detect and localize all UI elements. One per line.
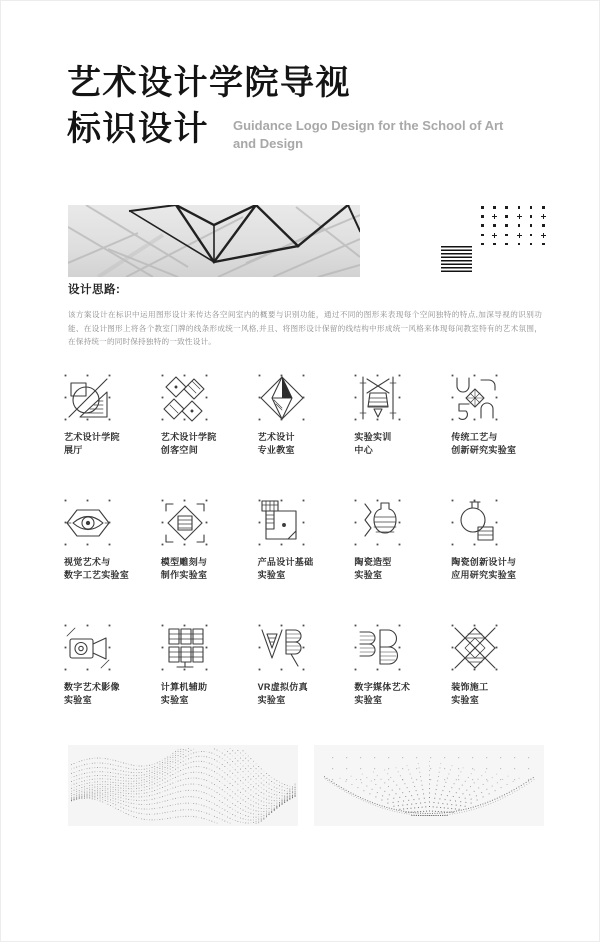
training-center-icon <box>354 374 402 422</box>
visual-arts-icon <box>64 499 112 547</box>
logo-cell <box>254 495 351 620</box>
ceramic-research-icon <box>451 499 499 547</box>
logo-label <box>161 556 254 581</box>
logo-cell <box>60 620 157 745</box>
logo-label-line1: 艺术设计学院 <box>160 432 217 442</box>
logo-label-line2: 实验室 <box>257 569 286 580</box>
vr-simulation-icon <box>258 624 306 672</box>
logo-label <box>64 431 157 456</box>
logo-cell <box>447 620 544 745</box>
square-dot <box>530 243 533 246</box>
plus-dot <box>517 214 522 219</box>
dot-grid-ornament <box>481 206 557 250</box>
logo-label <box>354 431 447 456</box>
digital-media-icon <box>354 624 402 672</box>
exhibition-hall-icon <box>64 374 112 422</box>
page-title-en: Guidance Logo Design for the School of Art and Design <box>233 118 504 151</box>
particle-bowl-image <box>314 745 544 826</box>
logo-label <box>64 681 157 706</box>
maker-space-icon <box>161 374 209 422</box>
logo-label-line2: 中心 <box>354 444 373 455</box>
square-dot <box>542 206 545 209</box>
square-dot <box>493 206 496 209</box>
square-dot <box>542 243 545 246</box>
logo-label <box>258 556 351 581</box>
line-stack-ornament <box>441 246 472 273</box>
hero-wireframe-photo <box>68 205 360 277</box>
logo-label-line1: 艺术设计学院 <box>64 432 120 442</box>
logo-label <box>354 681 447 706</box>
square-dot <box>493 243 496 246</box>
logo-label-line2: 实验室 <box>257 694 286 705</box>
logo-label-line1: 产品设计基础 <box>257 557 314 567</box>
logo-label-line1: 数字艺术影像 <box>64 682 120 692</box>
logo-label-line1: 传统工艺与 <box>451 432 498 442</box>
logo-label <box>451 681 544 706</box>
square-dot <box>481 206 484 209</box>
square-dot <box>505 243 508 246</box>
product-design-icon <box>258 499 306 547</box>
square-dot <box>481 224 484 227</box>
page-title-cn-line2: 标识设计 <box>67 110 209 148</box>
logo-label-line2: 制作实验室 <box>160 569 208 580</box>
logo-label-line2: 创新研究实验室 <box>451 444 517 455</box>
logo-cell <box>254 620 351 745</box>
logo-label <box>161 681 254 706</box>
craft-research-icon <box>451 374 499 422</box>
logo-label-line1: 实验实训 <box>354 432 392 442</box>
design-classroom-icon <box>258 374 306 422</box>
particle-wave-image <box>68 745 298 826</box>
particle-wave-graphic <box>68 745 298 826</box>
logo-cell <box>157 620 254 745</box>
logo-label-line2: 专业教室 <box>257 444 295 455</box>
logo-label <box>258 431 351 456</box>
logo-label-line1: 数字媒体艺术 <box>354 682 411 692</box>
square-dot <box>542 224 545 227</box>
plus-dot <box>541 233 546 238</box>
logo-grid <box>60 370 544 745</box>
steel-wireframe-structure-photo <box>68 205 360 277</box>
logo-label-line2: 实验室 <box>354 569 383 580</box>
logo-label-line2: 实验室 <box>64 694 92 705</box>
digital-imaging-icon <box>64 624 112 672</box>
computer-aided-icon <box>161 624 209 672</box>
logo-label-line2: 实验室 <box>160 694 189 705</box>
square-dot <box>481 243 484 246</box>
square-dot <box>530 215 533 218</box>
logo-cell <box>157 370 254 495</box>
logo-label-line1: 计算机辅助 <box>160 682 208 692</box>
square-dot <box>481 234 484 237</box>
logo-label <box>64 556 157 581</box>
logo-label <box>451 431 544 456</box>
logo-cell <box>60 370 157 495</box>
logo-label-line2: 创客空间 <box>160 444 198 455</box>
square-dot <box>493 224 496 227</box>
page-title-cn-line1: 艺术设计学院导视 <box>67 64 351 102</box>
logo-cell <box>350 620 447 745</box>
ceramic-modeling-icon <box>354 499 402 547</box>
square-dot <box>530 234 533 237</box>
logo-cell <box>350 495 447 620</box>
particle-bowl-graphic <box>314 745 544 826</box>
logo-label-line2: 应用研究实验室 <box>451 569 517 580</box>
decoration-construction-icon <box>451 624 499 672</box>
logo-label-line1: 陶瓷造型 <box>354 557 392 567</box>
logo-label-line2: 数字工艺实验室 <box>64 569 130 580</box>
square-dot <box>530 206 533 209</box>
square-dot <box>505 206 508 209</box>
logo-label-line2: 实验室 <box>354 694 383 705</box>
logo-cell <box>447 495 544 620</box>
logo-label-line1: 艺术设计 <box>257 432 295 442</box>
square-dot <box>505 215 508 218</box>
logo-label <box>258 681 351 706</box>
square-dot <box>530 224 533 227</box>
concept-heading: 设计思路: <box>68 284 121 296</box>
square-dot <box>505 224 508 227</box>
logo-cell <box>60 495 157 620</box>
logo-label-line1: VR虚拟仿真 <box>257 682 308 692</box>
square-dot <box>518 224 521 227</box>
logo-label <box>354 556 447 581</box>
logo-label-line1: 模型雕刻与 <box>160 557 208 567</box>
logo-cell <box>157 495 254 620</box>
square-dot <box>505 234 508 237</box>
logo-label-line1: 装饰施工 <box>451 682 489 692</box>
plus-dot <box>517 233 522 238</box>
logo-label-line1: 视觉艺术与 <box>64 557 111 567</box>
logo-cell <box>447 370 544 495</box>
logo-label <box>161 431 254 456</box>
logo-cell <box>254 370 351 495</box>
square-dot <box>518 243 521 246</box>
plus-dot <box>492 233 497 238</box>
concept-paragraph: 该方案设计在标识中运用图形设计来传达各空间室内的概要与识别功能，通过不同的图形来表现每个空间独特的特点,加深导视的识别功能、在设计图形上将各个教室门牌的线条形成统一风格,并且、将图形设计保留的线结构中形成统一风格来体现每间教室特有的艺术氛围，在保持统一的同时保持独特的一致性设计。 <box>68 310 542 346</box>
plus-dot <box>492 214 497 219</box>
plus-dot <box>541 214 546 219</box>
model-carving-icon <box>161 499 209 547</box>
logo-label <box>451 556 544 581</box>
square-dot <box>518 206 521 209</box>
square-dot <box>481 215 484 218</box>
logo-label-line2: 展厅 <box>64 444 83 455</box>
logo-label-line1: 陶瓷创新设计与 <box>451 557 517 567</box>
logo-cell <box>350 370 447 495</box>
logo-label-line2: 实验室 <box>451 694 480 705</box>
